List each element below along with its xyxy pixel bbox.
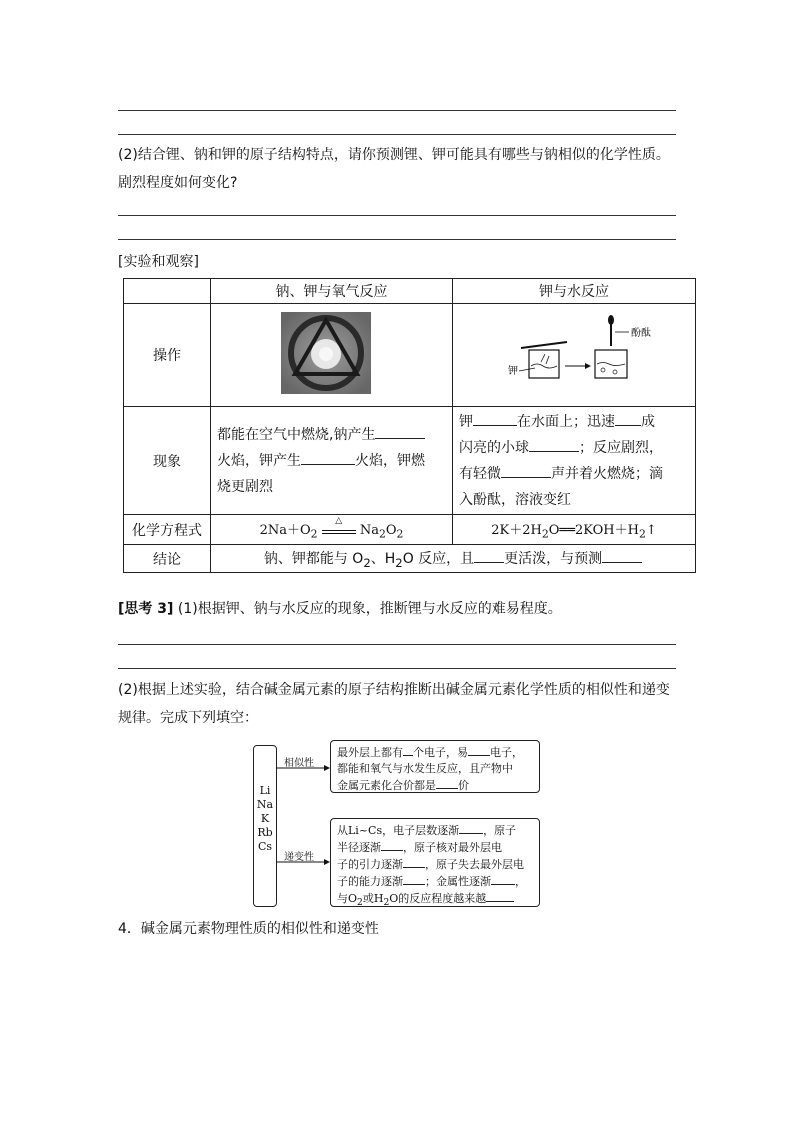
phenomena-text: 钾 — [459, 413, 473, 430]
row-label-phenomena: 现象 — [124, 407, 211, 515]
phenomena-text: 闪亮的小球 — [459, 439, 529, 456]
fill-blank[interactable] — [436, 777, 458, 789]
phenomena-text: 声并着火燃烧；滴 — [551, 465, 663, 482]
row-label-conclusion: 结论 — [124, 545, 211, 573]
gradient-label: 递变性 — [284, 852, 314, 863]
think-label: [思考 3] — [118, 601, 174, 617]
phenomena-text: 火焰，钾产生 — [217, 452, 301, 469]
fill-blank[interactable] — [615, 411, 641, 426]
combustion-photo — [211, 304, 440, 402]
answer-line — [118, 239, 676, 240]
equation-potassium-water: $2K+2H_2O══2KOH+H_2↑$ — [453, 515, 696, 545]
equation-sodium-oxygen: $2Na+O_2$ △ $Na_2O_2$ — [211, 515, 453, 545]
label-potassium: 钾 — [508, 366, 518, 377]
question-2: (2)结合锂、钠和钾的原子结构特点，请你预测锂、钾可能具有哪些与钠相似的化学性质。剧烈程度如何变化? — [118, 147, 670, 191]
fill-blank[interactable] — [403, 856, 425, 868]
experiment-table — [123, 278, 696, 573]
phenomena-text: ；反应剧烈， — [579, 439, 663, 456]
row-label-operation: 操作 — [124, 304, 211, 407]
answer-line — [118, 134, 676, 135]
row-label-equation: 化学方程式 — [124, 515, 211, 545]
experiment-heading: [实验和观察] — [118, 254, 199, 270]
phenomena-oxygen — [211, 407, 453, 515]
fill-blank[interactable] — [486, 890, 514, 902]
fill-blank[interactable] — [301, 450, 355, 465]
phenomena-text: 有轻微 — [459, 465, 501, 482]
fill-blank[interactable] — [501, 463, 551, 478]
fill-blank[interactable] — [474, 548, 504, 563]
water-reaction-apparatus — [453, 304, 683, 402]
element-na: Na — [256, 798, 274, 811]
element-li: Li — [259, 784, 271, 797]
similarity-box: 最外层上都有 个电子，易 电子， 都能和氧气与水发生反应，且产物中 金属元素化合价都是 价 — [330, 740, 540, 793]
phenomena-text: 火焰，钾燃 — [355, 452, 425, 469]
phenomena-water — [453, 407, 696, 515]
phenomena-text: 都能在空气中燃烧,钠产生 — [217, 426, 376, 443]
answer-line — [118, 215, 676, 216]
phenomena-text: 成 — [641, 413, 655, 430]
fill-blank[interactable] — [602, 548, 642, 563]
fill-blank[interactable] — [468, 744, 490, 756]
heat-condition: △ — [335, 515, 343, 526]
fill-blank[interactable] — [403, 744, 413, 756]
alkali-metal-diagram — [252, 740, 544, 910]
element-k: K — [260, 812, 270, 825]
phenomena-text: 在水面上；迅速 — [517, 413, 615, 430]
col-header-oxygen: 钠、钾与氧气反应 — [211, 279, 453, 304]
table-corner — [124, 279, 211, 304]
gradient-box: 从Li~Cs，电子层数逐渐 ，原子 半径逐渐 ，原子核对最外层电 子的引力逐渐 ，原子失去最外层电 子的能力逐渐 ；金属性逐渐 ， 与$O_2$或$H_2O$的反应程度越来越 — [330, 818, 540, 907]
phenomena-text: 烧更剧烈 — [217, 478, 273, 495]
fill-blank[interactable] — [403, 873, 425, 885]
fill-blank[interactable] — [473, 411, 517, 426]
fill-blank[interactable] — [491, 873, 515, 885]
apparatus-image-cell — [453, 304, 696, 407]
col-header-water: 钾与水反应 — [453, 279, 696, 304]
phenomena-text: 入酚酞，溶液变红 — [459, 491, 571, 508]
label-phenolphthalein: 酚酞 — [631, 328, 651, 339]
conclusion-cell: 钠、钾都能与 $O_2$、$H_2O$ 反应，且 更活泼，与预测 — [211, 545, 696, 573]
combustion-image-cell — [211, 304, 453, 407]
answer-line — [118, 668, 676, 669]
question-2b: (2)根据上述实验，结合碱金属元素的原子结构推断出碱金属元素化学性质的相似性和递变规律。完成下列填空： — [118, 682, 670, 726]
fill-blank[interactable] — [381, 839, 403, 851]
think-3 — [118, 598, 562, 618]
element-cs: Cs — [257, 840, 273, 853]
fill-blank[interactable] — [459, 822, 483, 834]
similarity-label: 相似性 — [284, 758, 314, 769]
answer-line — [118, 110, 676, 111]
section-4-heading: 4．碱金属元素物理性质的相似性和递变性 — [118, 921, 379, 937]
fill-blank[interactable] — [529, 437, 579, 452]
think-question: (1)根据钾、钠与水反应的现象，推断锂与水反应的难易程度。 — [177, 601, 562, 617]
fill-blank[interactable] — [375, 424, 425, 439]
element-rb: Rb — [257, 826, 273, 839]
answer-line — [118, 644, 676, 645]
